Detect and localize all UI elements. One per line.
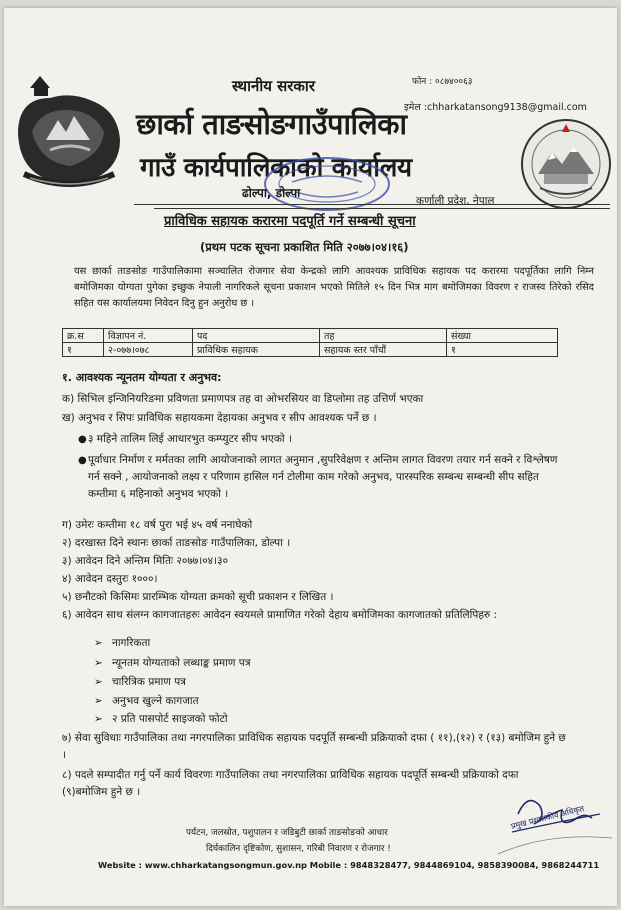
header-divider-thin (154, 208, 610, 209)
job-description: ८) पदले सम्पादीत गर्नु पर्ने कार्य विवरणः गाउँपालिका तथा नगरपालिका प्राविधिक सहायक पदपूर्ति सम्बन्धी प्रक्रियाको दफा (९)बमोजिम हुने छ । (62, 769, 519, 798)
signature-icon (488, 784, 616, 864)
list-item (78, 431, 568, 448)
document-name: न्यूनतम योग्यताको लब्धाङ्क प्रमाण पत्र (112, 657, 251, 669)
footer-slogan-1: पर्यटन, जलस्रोत, पशुपालन र जडिबुटी छार्का ताङसोङको आधार (186, 828, 388, 838)
application-fee: ४) आवेदन दस्तुरः १०००। (62, 573, 158, 585)
municipality-name: छार्का ताङसोङगाउँपालिका (136, 107, 407, 141)
arrow-right-icon: ➢ (94, 637, 103, 649)
arrow-right-icon: ➢ (94, 695, 103, 707)
vacancy-table (62, 328, 558, 357)
office-name: गाउँ कार्यपालिकाको कार्यालय (140, 153, 412, 183)
notice-intro: यस छार्का ताङसोङ गाउँपालिकामा सञ्चालित रोजगार सेवा केन्द्रको लागि आवश्यक प्राविधिक सहायक पद करारमा पदपूर्तिका लागि निम्न बमोजिमका योग्यता पुगेका इच्छुक नेपाली नागरिकले सूचना प्रकाशन भएको मितिले १५ दिन भित्र माग बमोजिमका विवरण र राजस्व तिरेको रसिद सहित यस कार्यालयमा निवेदन दिनु हुन अनुरोध छ । (74, 266, 594, 309)
document-name: चारित्रिक प्रमाण पत्र (112, 676, 186, 688)
phone-number: फोन : ०८७४००६३ (412, 77, 473, 87)
notice-subtitle: (प्रथम पटक सूचना प्रकाशित मिति २०७७।०४।१६) (200, 240, 409, 254)
qualification-kha: ख) अनुभव र सिपः प्राविधिक सहायकमा देहायका अनुभव र सीप आवश्यक पर्ने छ । (62, 412, 377, 424)
bullet-icon: ● (78, 434, 87, 445)
local-government-label: स्थानीय सरकार (232, 77, 315, 95)
service-benefits: ७) सेवा सुविधाः गाउँपालिका तथा नगरपालिका प्राविधिक सहायक पदपूर्ति सम्बन्धी प्रक्रियाको दफा ( ११),(१२) र (१३) बमोजिम हुने छ । (62, 732, 566, 761)
qualification-heading: १. आवश्यक न्यूनतम योग्यता र अनुभव: (62, 371, 222, 384)
list-item (94, 712, 228, 726)
table-header-cell: संख्या (447, 329, 558, 343)
application-deadline: ३) आवेदन दिने अन्तिम मितिः २०७७।०४।३० (62, 555, 229, 567)
notice-page (4, 8, 617, 906)
table-header-cell: क्र.स (63, 329, 104, 343)
table-cell: २-०७७।०७८ (104, 343, 193, 357)
header-divider (134, 204, 610, 205)
nepal-emblem-icon (10, 70, 128, 192)
selection-method: ५) छनौटको किसिमः प्रारम्भिक योग्यता क्रमको सूची प्रकाशन र लिखित । (62, 591, 334, 603)
list-item (94, 656, 251, 670)
age-requirement: ग) उमेरः कम्तीमा १८ वर्ष पुरा भई ४५ वर्ष ननाघेको (62, 519, 253, 531)
application-place: २) दरखास्त दिने स्थानः छार्का ताङसोङ गाउँपालिका, डोल्पा । (62, 537, 291, 549)
list-item (94, 694, 199, 708)
footer-slogan-2: दिर्घकालिन दृष्टिकोण, सुशासन, गरिबी निवारण र रोजगार ! (206, 844, 391, 854)
bullet-text: ३ महिने तालिम लिई आधारभुत कम्प्युटर सीप भएको । (88, 433, 292, 445)
bullet-text: पूर्वाधार निर्माण र मर्मतका लागि आयोजनाको लागत अनुमान ,सुपरिवेक्षण र अन्तिम लागत विवरण तयार गर्न सक्ने र विश्लेषण गर्न सक्ने , आयोजनाको लक्ष्य र परिणाम हासिल गर्न टोलीमा काम गरेको अनुभव, पारस्परिक सम्बन्ध सम्बन्धी सीप सहित कम्तीमा ६ महिनाको अनुभव भएको । (88, 454, 558, 500)
table-cell: प्राविधिक सहायक (193, 343, 320, 357)
list-item (78, 452, 568, 503)
table-header-cell: विज्ञापन नं. (104, 329, 193, 343)
list-item (94, 675, 186, 689)
table-header-cell: तह (320, 329, 447, 343)
qualification-ka: क) सिभिल इन्जिनियरिङमा प्रविणता प्रमाणपत्र तह वा ओभरसियर वा डिप्लोमा तह उत्तिर्ण भएका (62, 393, 424, 405)
table-row (63, 343, 558, 357)
attached-documents-intro: ६) आवेदन साथ संलग्न कागजातहरुः आवेदन स्वयमले प्रामाणित गरेको देहाय बमोजिमका कागजातको प्रतिलिपिहरु : (62, 609, 498, 621)
office-address: ढोल्पा, डोल्पा (242, 186, 301, 200)
arrow-right-icon: ➢ (94, 657, 103, 669)
email-address: इमेल :chharkatansong9138@gmail.com (404, 102, 587, 113)
table-cell: १ (63, 343, 104, 357)
municipality-logo-icon (518, 116, 614, 212)
notice-title: प्राविधिक सहायक करारमा पदपूर्ति गर्ने सम्बन्धी सूचना (164, 214, 416, 229)
table-cell: सहायक स्तर पाँचौं (320, 343, 447, 357)
list-item (94, 636, 150, 650)
arrow-right-icon: ➢ (94, 676, 103, 688)
province-name: कर्णाली प्रदेश, नेपाल (416, 195, 495, 207)
document-name: अनुभव खुल्ने कागजात (112, 695, 199, 707)
table-cell: १ (447, 343, 558, 357)
arrow-right-icon: ➢ (94, 713, 103, 725)
bullet-icon: ● (78, 455, 87, 466)
table-header-row (63, 329, 558, 343)
footer-contact: Website : www.chharkatangsongmun.gov.np Mobile : 9848328477, 9844869104, 9858390084, 9868244711 (98, 860, 600, 870)
document-name: २ प्रति पासपोर्ट साइजको फोटो (112, 713, 228, 725)
table-header-cell: पद (193, 329, 320, 343)
signature-caption: प्रमुख प्रशासकीय अधिकृत (510, 804, 586, 831)
document-name: नागरिकता (112, 637, 151, 649)
